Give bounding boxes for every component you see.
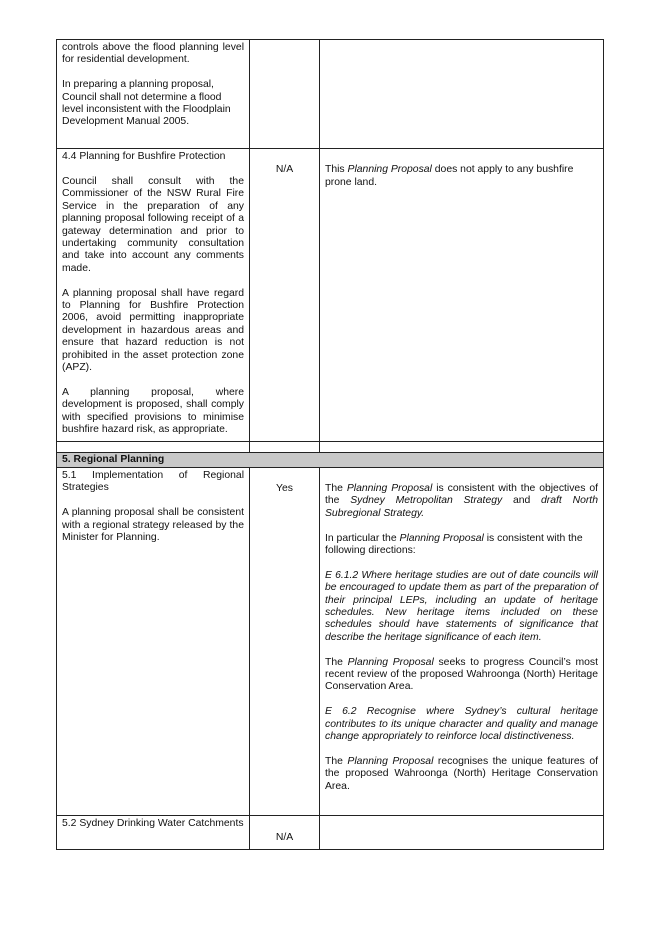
paragraph: A planning proposal, where development is proposed, shall comply with specified provisions to minimise bushfire hazard risk, as appropriate. xyxy=(62,386,244,436)
compliance-cell: N/A xyxy=(250,816,320,849)
table-row xyxy=(57,149,604,441)
text-run-italic: Planning Proposal xyxy=(399,532,484,544)
text-run-italic: Planning Proposal xyxy=(347,656,434,668)
paragraph xyxy=(325,483,598,520)
text-run-italic: Planning Proposal xyxy=(347,755,434,767)
text-run: In particular the xyxy=(325,532,400,544)
table-row-spacer xyxy=(57,441,604,452)
direction-cell xyxy=(57,40,250,149)
paragraph: A planning proposal shall be consistent with a regional strategy released by the Minister for Planning. xyxy=(62,507,244,543)
text-run: The xyxy=(325,482,347,494)
paragraph-italic xyxy=(325,706,598,743)
text-run: is consistent with the objectives of the xyxy=(325,482,599,507)
text-run: does not apply to any bushfire prone land. xyxy=(325,164,574,188)
paragraph xyxy=(325,657,598,694)
comment-cell xyxy=(320,816,604,849)
section-heading-row xyxy=(57,452,604,467)
paragraph-italic xyxy=(325,570,598,644)
direction-title: 5.1 Implementation of Regional Strategies xyxy=(62,469,244,494)
paragraph xyxy=(325,756,598,793)
paragraph xyxy=(325,533,598,558)
comment-cell xyxy=(320,467,604,815)
text-run: and xyxy=(502,495,542,507)
paragraph xyxy=(325,164,598,189)
compliance-cell xyxy=(250,40,320,149)
text-run-italic: Planning Proposal xyxy=(347,164,432,176)
paragraph: Council shall consult with the Commissioner of the NSW Rural Fire Service in the preparation of any planning proposal following receipt of a gateway determination and prior to undertaking community consultation and take into account any comments made. xyxy=(62,176,244,274)
comment-cell xyxy=(320,149,604,441)
text-run-italic: Planning Proposal xyxy=(346,482,433,494)
table-row xyxy=(57,40,604,149)
text-run: The xyxy=(325,656,348,668)
direction-cell xyxy=(57,816,250,849)
text-run-italic: E 6.2 Recognise where Sydney’s cultural heritage contributes to its unique character and quality and manage change appropriately to reinforce local distinctiveness. xyxy=(325,706,598,742)
document-page xyxy=(56,39,603,850)
direction-title: 5.2 Sydney Drinking Water Catchments xyxy=(62,818,244,830)
text-run-italic: Sydney Metropolitan Strategy xyxy=(350,495,503,507)
direction-cell xyxy=(57,149,250,441)
table-row xyxy=(57,467,604,815)
section-heading: 5. Regional Planning xyxy=(57,452,604,467)
text-run: recognises the unique features of the proposed Wahroonga (North) Heritage Conservation Area. xyxy=(325,755,599,792)
table-row xyxy=(57,816,604,849)
compliance-cell: Yes xyxy=(250,467,320,815)
compliance-table xyxy=(56,39,604,850)
text-run: seeks to progress Council’s most recent review of the proposed Wahroonga (North) Heritage Conservation Area. xyxy=(325,656,598,693)
text-run: The xyxy=(325,755,348,767)
paragraph: In preparing a planning proposal, Council shall not determine a flood level inconsistent with the Floodplain Development Manual 2005. xyxy=(62,79,231,128)
paragraph: A planning proposal shall have regard to Planning for Bushfire Protection 2006, avoid permitting inappropriate development in hazardous areas and ensure that hazard reduction is not prohibited in the asset protection zone (APZ). xyxy=(62,287,244,374)
text-run-italic: draft North Subregional Strategy. xyxy=(325,495,598,519)
direction-cell xyxy=(57,467,250,815)
comment-cell xyxy=(320,40,604,149)
direction-title: 4.4 Planning for Bushfire Protection xyxy=(62,151,226,163)
compliance-cell: N/A xyxy=(250,149,320,441)
text-run: is consistent with the following directions: xyxy=(325,532,583,556)
text-run: This xyxy=(325,164,348,176)
paragraph: controls above the flood planning level for residential development. xyxy=(62,42,244,66)
text-run-italic: E 6.1.2 Where heritage studies are out of date councils will be encouraged to update them as part of the preparation of their principal LEPs, including an update of heritage schedules. New heritage items included on these schedules should have statements of significance that describe the heritage significance of each item. xyxy=(325,569,598,643)
